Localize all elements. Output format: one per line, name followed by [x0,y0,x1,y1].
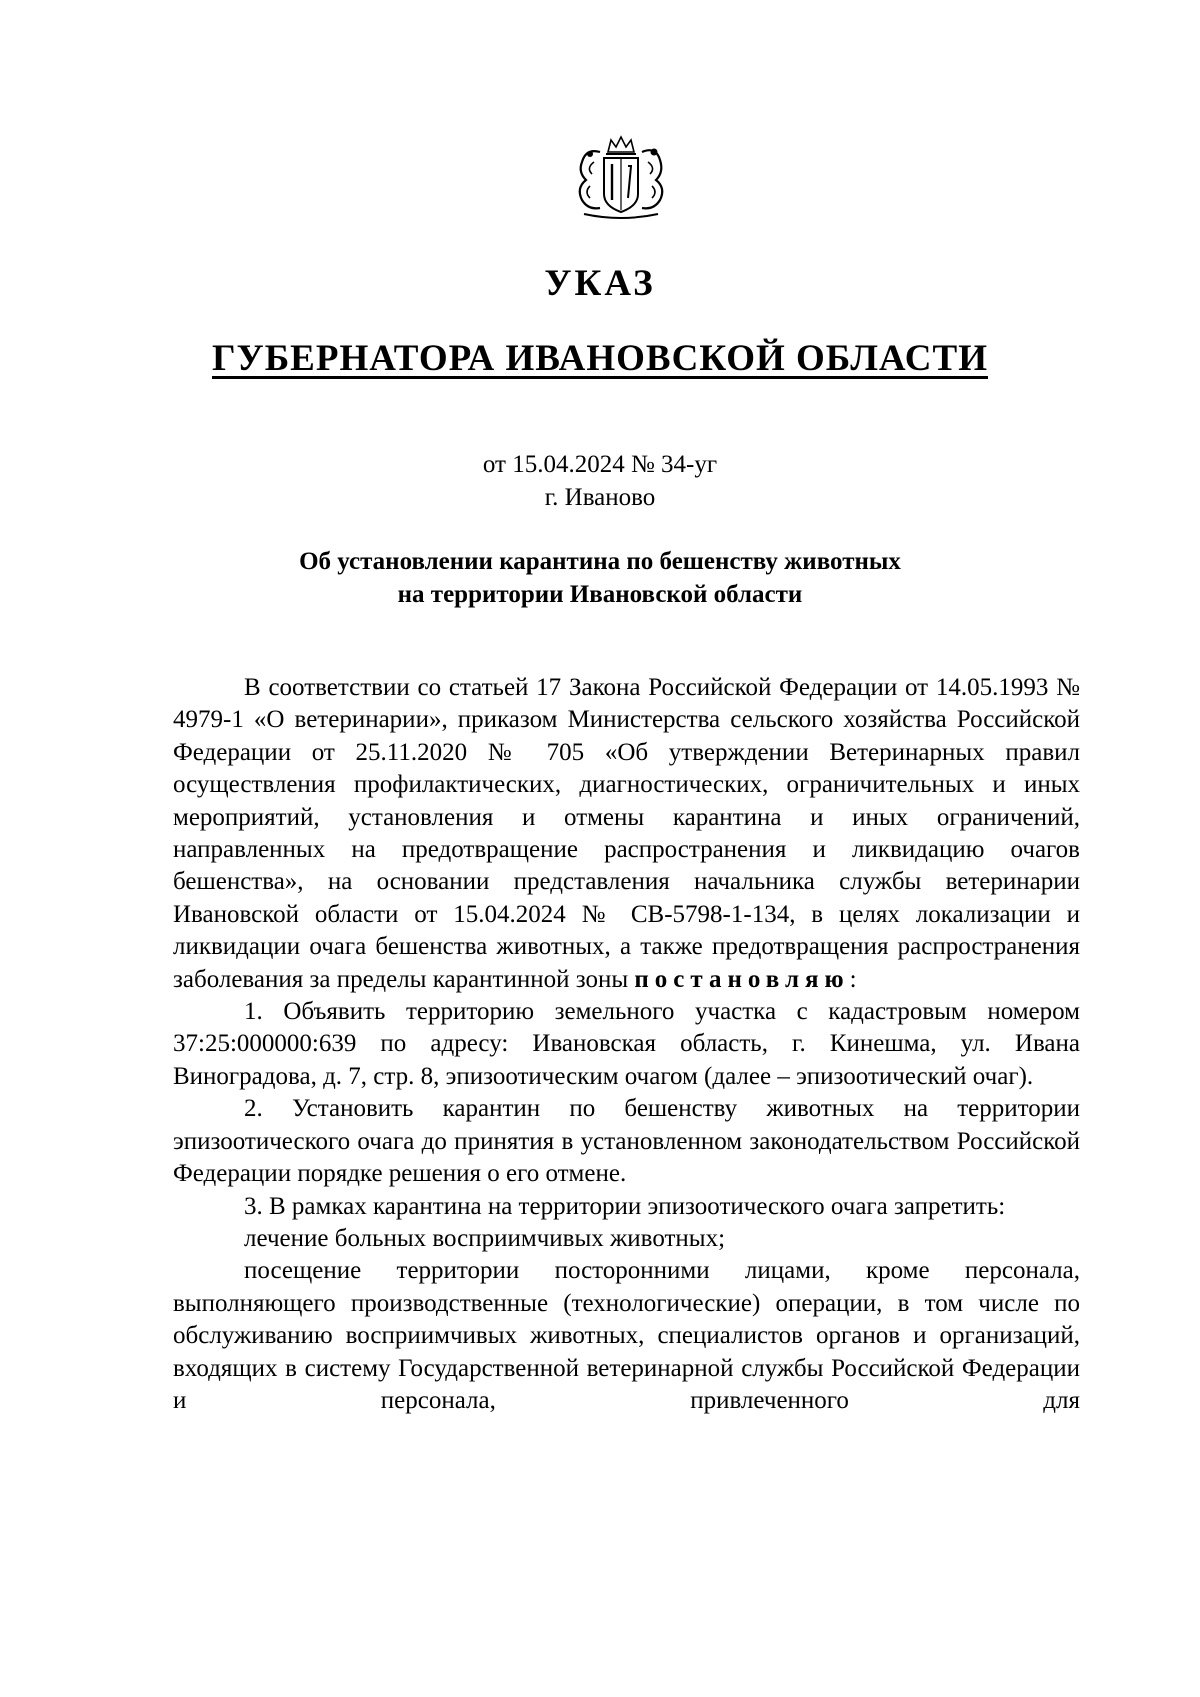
decree-heading [0,545,1200,611]
preamble-paragraph [173,672,1080,996]
preamble-text: В соответствии со статьей 17 Закона Российской Федерации от 14.05.1993 № 4979-1 «О ветеринарии», приказом Министерства сельского хозяйства Российской Федерации от 25.11.2020 № 705 «Об утверждении Ветеринарных правил осуществления профилактических, диагностических, ограничительных и иных мероприятий, установления и отмены карантина и иных ограничений, направленных на предотвращение распространения и ликвидацию очагов бешенства», на основании представления начальника службы ветеринарии Ивановской области от 15.04.2024 № СВ-5798-1-134, в целях локализации и ликвидации очага бешенства животных, а также предотвращения распространения заболевания за пределы карантинной зоны [173,674,1080,993]
decree-colon: : [849,965,857,993]
document-body [173,672,1080,1417]
item-2: 2. Установить карантин по бешенству животных на территории эпизоотического очага до принятия в установленном законодательством Российской Федерации порядке решения о его отмене. [173,1095,1080,1188]
city: г. Иваново [544,484,656,511]
date-number: от 15.04.2024 № 34-уг [482,451,718,478]
heading-line-2: на территории Ивановской области [397,581,803,608]
item-3-ban-2: посещение территории посторонними лицами, кроме персонала, выполняющего производственные (технологические) операции, в том числе по обслуживанию восприимчивых животных, специалистов органов и организаций, входящих в систему Государственной ветеринарной службы Российской Федерации и персонала, привлеченного для [173,1257,1080,1414]
heading-line-1: Об установлении карантина по бешенству животных [299,548,901,575]
document-title: УКАЗ [544,263,656,304]
decree-word: постановляю [634,965,850,993]
item-1: 1. Объявить территорию земельного участка с кадастровым номером 37:25:000000:639 по адресу: Ивановская область, г. Кинешма, ул. Ивана Виноградова, д. 7, стр. 8, эпизоотическим очагом (далее – эпизоотический очаг). [173,998,1080,1090]
issuer-name: ГУБЕРНАТОРА ИВАНОВСКОЙ ОБЛАСТИ [212,338,988,379]
item-3: 3. В рамках карантина на территории эпизоотического очага запретить: [244,1192,1006,1220]
document-subtitle [0,337,1200,381]
coat-of-arms-icon [556,132,686,222]
item-3-ban-1: лечение больных восприимчивых животных; [244,1224,726,1252]
